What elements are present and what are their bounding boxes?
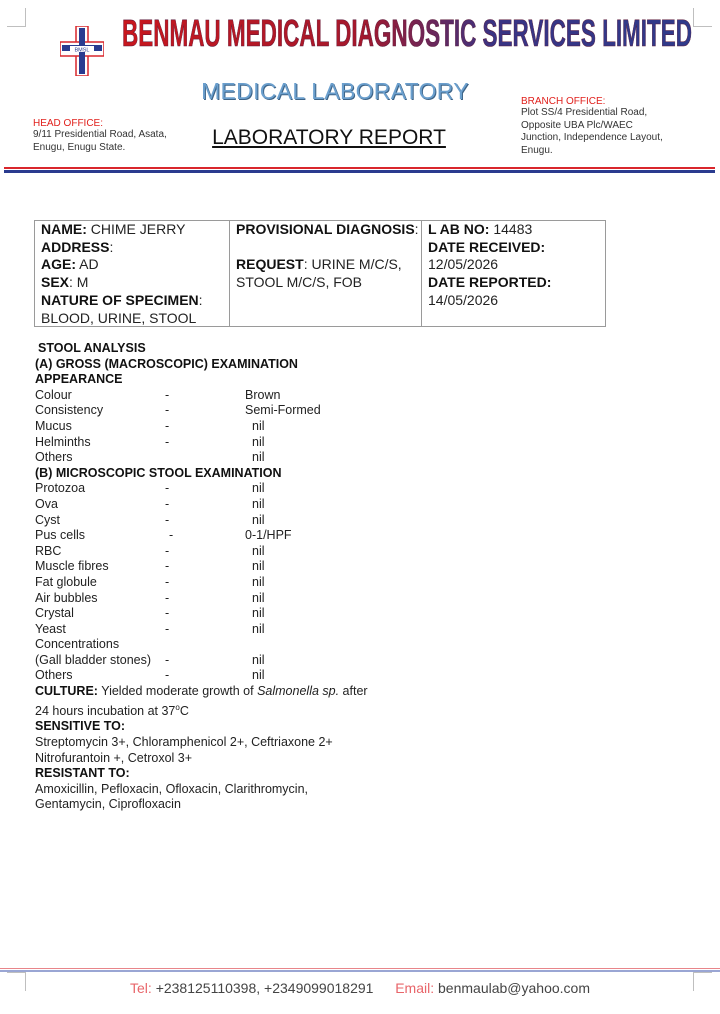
patient-info-table	[34, 220, 606, 327]
address-colon: :	[109, 238, 114, 255]
result-label: Consistency	[35, 403, 104, 418]
temperature-unit: C	[179, 703, 189, 718]
culture-after: after	[339, 684, 368, 699]
head-office	[33, 118, 203, 154]
result-row	[35, 450, 455, 466]
result-separator: -	[165, 668, 170, 683]
result-label: Others	[35, 450, 73, 465]
branch-office-line: Junction, Independence Layout,	[521, 132, 663, 143]
degree-sign: o	[175, 702, 180, 712]
result-label: Others	[35, 668, 73, 683]
diagnosis-label: PROVISIONAL DIAGNOSIS	[236, 221, 415, 237]
result-value: nil	[252, 621, 265, 636]
result-label: Mucus	[35, 418, 72, 433]
result-separator: -	[165, 403, 170, 418]
date-received-label: DATE RECEIVED:	[428, 238, 546, 255]
stool-analysis-report	[35, 341, 455, 813]
result-label: Cyst	[35, 512, 60, 527]
request-value-line2: STOOL M/C/S, FOB	[236, 274, 363, 291]
logo-text: BMSL	[74, 47, 90, 54]
result-separator: -	[165, 559, 170, 574]
company-name	[120, 8, 695, 56]
diagnosis-colon: :	[414, 221, 419, 237]
result-row	[35, 637, 455, 653]
result-value: nil	[252, 574, 265, 589]
specimen-colon: :	[198, 291, 203, 308]
result-separator: -	[165, 418, 170, 433]
sensitive-line: Nitrofurantoin +, Cetroxol 3+	[35, 750, 193, 765]
result-row	[35, 559, 455, 575]
gross-exam-title: (A) GROSS (MACROSCOPIC) EXAMINATION	[35, 356, 298, 371]
tel-numbers: +238125110398, +2349099018291	[155, 980, 374, 996]
culture-incubation	[35, 700, 455, 720]
result-row	[35, 497, 455, 513]
patient-age: AD	[79, 256, 99, 273]
diagnosis-column	[230, 221, 422, 326]
result-value: nil	[252, 543, 265, 558]
branch-office	[521, 96, 691, 157]
age-label: AGE:	[41, 256, 76, 273]
culture-line	[35, 684, 455, 700]
date-received: 12/05/2026	[428, 256, 499, 273]
branch-office-line: Opposite UBA Plc/WAEC	[521, 119, 633, 131]
culture-incubation-text: 24 hours incubation at 37	[35, 703, 176, 718]
result-value: Brown	[245, 387, 281, 402]
culture-text: Yielded moderate growth of	[97, 684, 258, 699]
result-row	[35, 481, 455, 497]
cross-logo-icon	[60, 26, 104, 76]
specimen-value: BLOOD, URINE, STOOL	[41, 309, 197, 326]
lab-title: MEDICAL LABORATORY	[201, 78, 469, 104]
appearance-title: APPEARANCE	[35, 372, 123, 387]
crop-mark-top-left	[7, 8, 26, 27]
result-value: nil	[252, 418, 265, 433]
result-row	[35, 513, 455, 529]
date-reported-label: DATE REPORTED:	[428, 274, 552, 291]
name-label: NAME:	[41, 221, 87, 237]
result-label: Yeast	[35, 621, 66, 636]
result-row	[35, 653, 455, 669]
result-value: nil	[252, 496, 265, 511]
tel-label: Tel:	[130, 980, 152, 996]
result-row	[35, 622, 455, 638]
result-label: Helminths	[35, 434, 91, 449]
specimen-label: NATURE OF SPECIMEN	[41, 291, 199, 308]
company-logo	[60, 26, 104, 76]
section-title: STOOL ANALYSIS	[38, 341, 146, 355]
head-office-label: HEAD OFFICE:	[33, 118, 104, 129]
branch-office-line: Enugu.	[521, 144, 553, 156]
result-row	[35, 528, 455, 544]
result-label: Muscle fibres	[35, 559, 109, 574]
footer-divider	[0, 968, 720, 972]
result-row	[35, 544, 455, 560]
result-separator: -	[165, 652, 170, 667]
resistant-line: Gentamycin, Ciprofloxacin	[35, 797, 181, 812]
company-name-text: BENMAU MEDICAL DIAGNOSTIC SERVICES LIMITED	[122, 13, 692, 55]
request-label: REQUEST	[236, 256, 304, 273]
result-label: Protozoa	[35, 481, 86, 496]
result-value: nil	[252, 590, 265, 605]
result-row	[35, 575, 455, 591]
lab-no: 14483	[493, 221, 533, 237]
resistant-line: Amoxicillin, Pefloxacin, Ofloxacin, Clarithromycin,	[35, 781, 309, 796]
result-separator: -	[165, 606, 170, 621]
branch-office-line: Plot SS/4 Presidential Road,	[521, 107, 648, 118]
result-label: Colour	[35, 387, 72, 402]
resistant-label: RESISTANT TO:	[35, 766, 130, 781]
address-label: ADDRESS	[41, 238, 110, 255]
result-value: Semi-Formed	[245, 403, 321, 418]
head-office-line: 9/11 Presidential Road, Asata,	[33, 129, 167, 140]
result-label: Concentrations	[35, 637, 120, 652]
email-label: Email:	[395, 980, 435, 996]
crop-mark-top-right	[693, 8, 712, 27]
result-separator: -	[169, 528, 174, 543]
result-separator: -	[165, 590, 170, 605]
microscopic-exam-title: (B) MICROSCOPIC STOOL EXAMINATION	[35, 465, 282, 480]
culture-label: CULTURE:	[35, 684, 98, 699]
result-row	[35, 435, 455, 451]
result-value: nil	[252, 652, 265, 667]
result-row	[35, 668, 455, 684]
result-row	[35, 591, 455, 607]
result-separator: -	[165, 496, 170, 511]
lab-no-label: L AB NO:	[428, 221, 490, 237]
patient-sex: : M	[69, 274, 89, 291]
result-label: (Gall bladder stones)	[35, 652, 152, 667]
result-row	[35, 419, 455, 435]
result-separator: -	[165, 434, 170, 449]
result-row	[35, 388, 455, 404]
result-separator: -	[165, 621, 170, 636]
sex-label: SEX	[41, 274, 70, 291]
result-separator: -	[165, 387, 170, 402]
result-value: nil	[252, 450, 265, 465]
report-title: LABORATORY REPORT	[212, 126, 446, 149]
result-value: nil	[252, 434, 265, 449]
result-separator: -	[165, 481, 170, 496]
email-address: benmaulab@yahoo.com	[438, 980, 590, 996]
footer-contact	[0, 980, 720, 996]
result-label: Pus cells	[35, 528, 86, 543]
result-label: Crystal	[35, 606, 74, 621]
result-value: 0-1/HPF	[245, 528, 292, 543]
patient-details-column	[35, 221, 230, 326]
date-reported: 14/05/2026	[428, 291, 499, 308]
microscopic-results-list	[35, 481, 455, 684]
culture-organism: Salmonella sp.	[257, 684, 340, 699]
result-label: Fat globule	[35, 574, 97, 589]
branch-office-label: BRANCH OFFICE:	[521, 96, 606, 107]
result-separator: -	[165, 543, 170, 558]
sensitive-line: Streptomycin 3+, Chloramphenicol 2+, Ceftriaxone 2+	[35, 735, 333, 749]
lab-info-column	[422, 221, 605, 326]
header-divider	[4, 167, 715, 173]
gross-results-list	[35, 388, 455, 466]
result-label: Air bubbles	[35, 590, 98, 605]
result-value: nil	[252, 668, 265, 683]
result-label: Ova	[35, 496, 58, 511]
result-row	[35, 403, 455, 419]
result-value: nil	[252, 606, 265, 621]
result-row	[35, 606, 455, 622]
patient-name: CHIME JERRY	[90, 221, 186, 237]
result-value: nil	[252, 481, 265, 496]
result-label: RBC	[35, 543, 62, 558]
request-value: : URINE M/C/S,	[303, 256, 402, 273]
sensitive-label: SENSITIVE TO:	[35, 719, 126, 734]
result-separator: -	[165, 574, 170, 589]
head-office-line: Enugu, Enugu State.	[33, 141, 126, 153]
result-value: nil	[252, 559, 265, 574]
result-value: nil	[252, 512, 265, 527]
result-separator: -	[165, 512, 170, 527]
